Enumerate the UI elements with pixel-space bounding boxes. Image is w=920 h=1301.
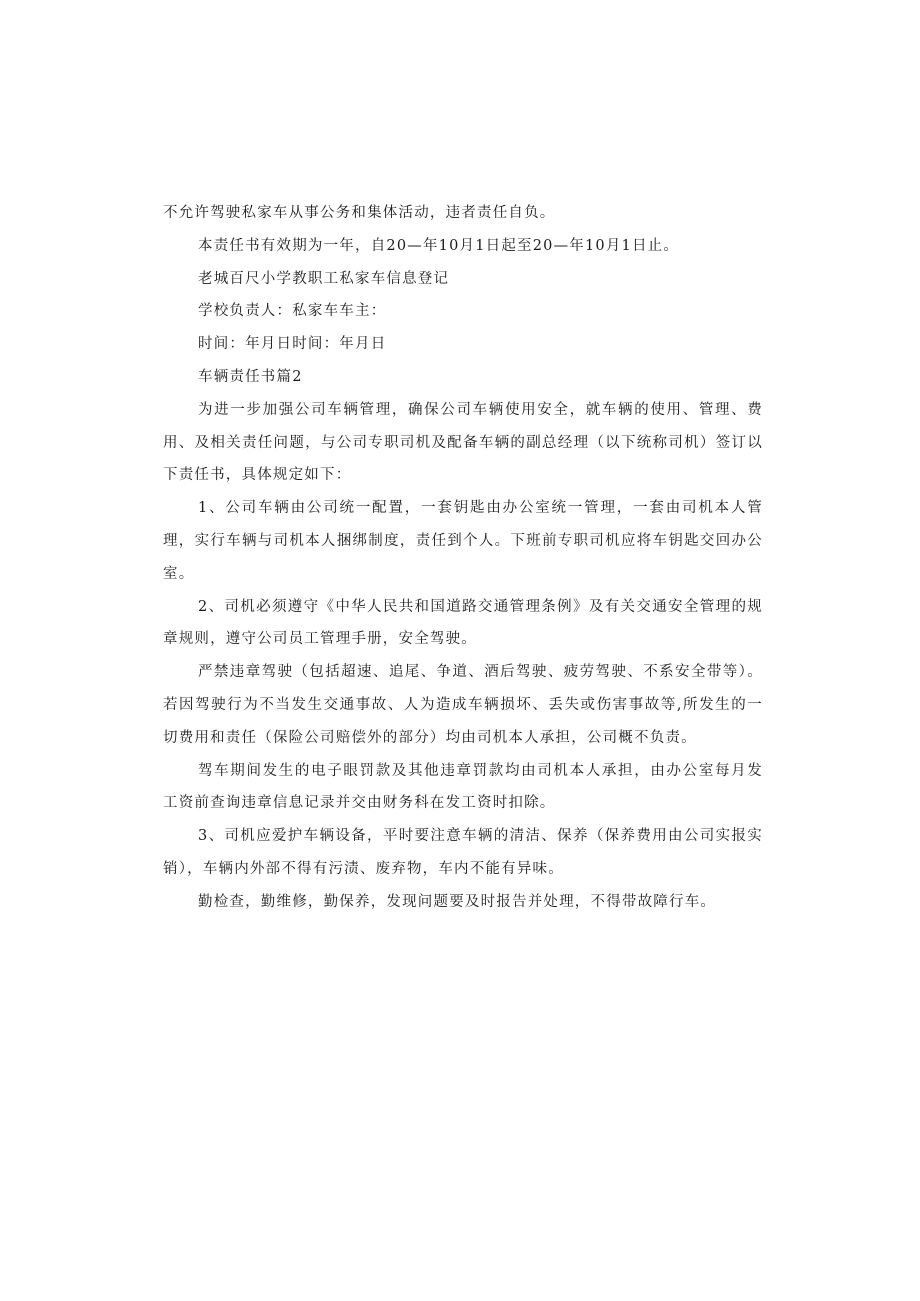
violation-paragraph: 严禁违章驾驶（包括超速、追尾、争道、酒后驾驶、疲劳驾驶、不系安全带等）。若因驾驶行为不当发生交通事故、人为造成车辆损坏、丢失或伤害事故等,所发生的一切费用和责任（保险公司赔偿外的部分）均由司机本人承担，公司概不负责。 — [163, 664, 763, 746]
rule-2-paragraph: 2、司机必须遵守《中华人民共和国道路交通管理条例》及有关交通安全管理的规章规则，遵守公司员工管理手册，安全驾驶。 — [163, 598, 763, 648]
validity-paragraph: 本责任书有效期为一年，自20—年10月1日起至20—年10月1日止。 — [198, 237, 680, 254]
section-heading: 车辆责任书篇2 — [198, 368, 303, 385]
signature-line: 学校负责人：私家车车主： — [198, 303, 387, 320]
paragraph-1: 不允许驾驶私家车从事公务和集体活动，违者责任自负。 — [163, 205, 556, 221]
fine-paragraph: 驾车期间发生的电子眼罚款及其他违章罚款均由司机本人承担，由办公室每月发工资前查询违章信息记录并交由财务科在发工资时扣除。 — [163, 762, 763, 812]
rule-1-paragraph: 1、公司车辆由公司统一配置，一套钥匙由办公室统一管理，一套由司机本人管理，实行车辆与司机本人捆绑制度，责任到个人。下班前专职司机应将车钥匙交回办公室。 — [163, 500, 763, 582]
date-line: 时间：年月日时间：年月日 — [198, 336, 387, 353]
maintenance-paragraph: 勤检查，勤维修，勤保养，发现问题要及时报告并处理，不得带故障行车。 — [198, 893, 717, 910]
rule-3-paragraph: 3、司机应爱护车辆设备，平时要注意车辆的清洁、保养（保养费用由公司实报实销），车辆内外部不得有污渍、废弃物，车内不能有异味。 — [163, 828, 763, 877]
intro-paragraph: 为进一步加强公司车辆管理，确保公司车辆使用安全，就车辆的使用、管理、费用、及相关责任问题，与公司专职司机及配备车辆的副总经理（以下统称司机）签订以下责任书，具体规定如下： — [163, 401, 763, 484]
document-body — [163, 197, 763, 919]
registration-title: 老城百尺小学教职工私家车信息登记 — [198, 270, 450, 287]
